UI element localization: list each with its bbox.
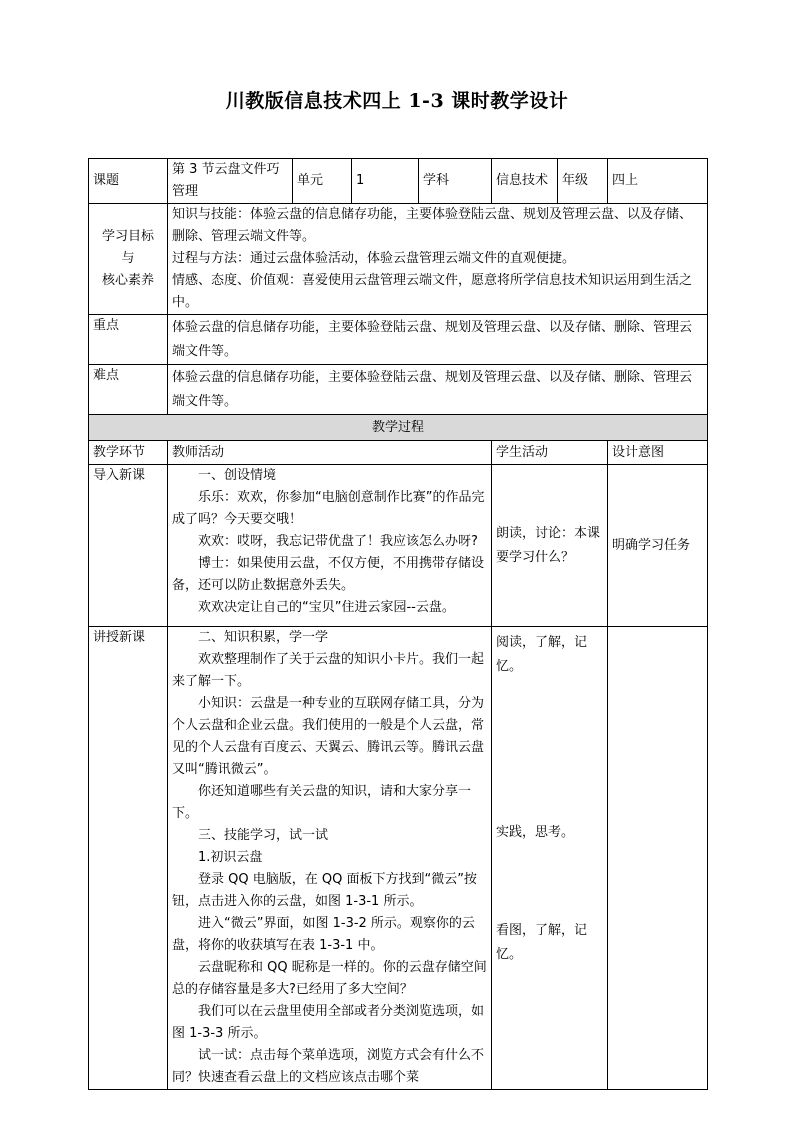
lecture-teacher-p11: 试一试：点击每个菜单选项，浏览方式会有什么不同？快速查看云盘上的文档应该点击哪个菜	[172, 1048, 485, 1085]
key-points-label: 重点	[89, 315, 168, 365]
intro-teacher-p5: 欢欢决定让自己的“宝贝”住进云家园--云盘。	[198, 600, 455, 615]
col-teacher-header: 教师活动	[168, 441, 492, 465]
lecture-teacher-p8: 进入“微云”界面，如图 1-3-2 所示。观察你的云盘，将你的收获填写在表 1-3-1 中。	[172, 916, 475, 953]
objectives-label-line2: 与	[121, 251, 135, 266]
objective-process: 过程与方法：通过云盘体验活动，体验云盘管理云端文件的直观便捷。	[172, 251, 576, 266]
lecture-student-3: 看图，了解，记忆。	[496, 923, 588, 962]
objectives-row	[89, 204, 708, 315]
key-points-row	[89, 315, 708, 365]
objective-emotion: 情感、态度、价值观：喜爱使用云盘管理云端文件，愿意将所学信息技术知识运用到生活之中。	[172, 273, 693, 310]
col-student-header: 学生活动	[492, 441, 608, 465]
lecture-teacher-p3: 小知识：云盘是一种专业的互联网存储工具，分为个人云盘和企业云盘。我们使用的一般是个人云盘，常见的个人云盘有百度云、天翼云、腾讯云等。腾讯云盘又叫“腾讯微云”。	[172, 696, 485, 777]
lecture-student-2: 实践，思考。	[496, 825, 575, 840]
lecture-teacher-p1: 二、知识积累，学一学	[198, 630, 329, 645]
intro-teacher-p3: 欢欢：哎呀，我忘记带优盘了！我应该怎么办呀?	[198, 534, 478, 549]
intro-teacher	[168, 465, 492, 627]
intro-teacher-p2: 乐乐：欢欢，你参加“电脑创意制作比赛”的作品完成了吗？今天要交哦！	[172, 490, 485, 527]
lecture-teacher-p10: 我们可以在云盘里使用全部或者分类浏览选项，如图 1-3-3 所示。	[172, 1004, 485, 1041]
page-title: 川教版信息技术四上 1-3 课时教学设计	[225, 90, 569, 112]
grade-label: 年级	[558, 159, 608, 204]
intro-row	[89, 465, 708, 627]
lecture-teacher-p2: 欢欢整理制作了关于云盘的知识小卡片。我们一起来了解一下。	[172, 652, 485, 689]
objectives-label-line3: 核心素养	[101, 273, 154, 288]
difficulties-text: 体验云盘的信息储存功能，主要体验登陆云盘、规划及管理云盘、以及存储、删除、管理云端文件等。	[168, 365, 708, 415]
subject-value: 信息技术	[492, 159, 558, 204]
lecture-teacher-p7: 登录 QQ 电脑版，在 QQ 面板下方找到“微云”按钮，点击进入你的云盘，如图 1-3-1 所示。	[172, 872, 477, 909]
topic-label: 课题	[89, 159, 168, 204]
lecture-teacher-p9: 云盘昵称和 QQ 昵称是一样的。你的云盘存储空间总的存储容量是多大?已经用了多大空间？	[172, 960, 487, 997]
lecture-stage: 讲授新课	[89, 627, 168, 1090]
difficulties-label: 难点	[89, 365, 168, 415]
lecture-teacher	[168, 627, 492, 1090]
unit-value: 1	[352, 159, 419, 204]
key-points-text: 体验云盘的信息储存功能，主要体验登陆云盘、规划及管理云盘、以及存储、删除、管理云端文件等。	[168, 315, 708, 365]
lecture-teacher-p5: 三、技能学习，试一试	[198, 828, 329, 843]
topic-value: 第 3 节云盘文件巧管理	[168, 159, 293, 204]
lecture-teacher-p4: 你还知道哪些有关云盘的知识，请和大家分享一下。	[172, 784, 472, 821]
objectives-label	[89, 204, 168, 315]
info-row	[89, 159, 708, 204]
lecture-student-1: 阅读，了解，记忆。	[496, 635, 588, 674]
col-stage-header: 教学环节	[89, 441, 168, 465]
objective-knowledge: 知识与技能：体验云盘的信息储存功能，主要体验登陆云盘、规划及管理云盘、以及存储、删除、管理云端文件等。	[172, 207, 693, 244]
lecture-teacher-p6: 1.初识云盘	[198, 850, 263, 865]
intro-teacher-p1: 一、创设情境	[198, 468, 277, 483]
intro-intent: 明确学习任务	[608, 465, 708, 627]
process-header-row	[89, 415, 708, 441]
intro-stage: 导入新课	[89, 465, 168, 627]
process-header: 教学过程	[89, 415, 708, 441]
objectives-label-line1: 学习目标	[101, 229, 154, 244]
lecture-row	[89, 627, 708, 1090]
col-intent-header: 设计意图	[608, 441, 708, 465]
difficulties-row	[89, 365, 708, 415]
intro-student: 朗读，讨论：本课要学习什么？	[492, 465, 608, 627]
lecture-student	[492, 627, 608, 1090]
intro-teacher-p4: 博士：如果使用云盘，不仅方便，不用携带存储设备，还可以防止数据意外丢失。	[172, 556, 485, 593]
grade-value: 四上	[608, 159, 708, 204]
objectives-content	[168, 204, 708, 315]
lesson-plan-table	[88, 158, 708, 1090]
unit-label: 单元	[293, 159, 352, 204]
columns-header-row	[89, 441, 708, 465]
lecture-intent	[608, 627, 708, 1090]
subject-label: 学科	[419, 159, 492, 204]
